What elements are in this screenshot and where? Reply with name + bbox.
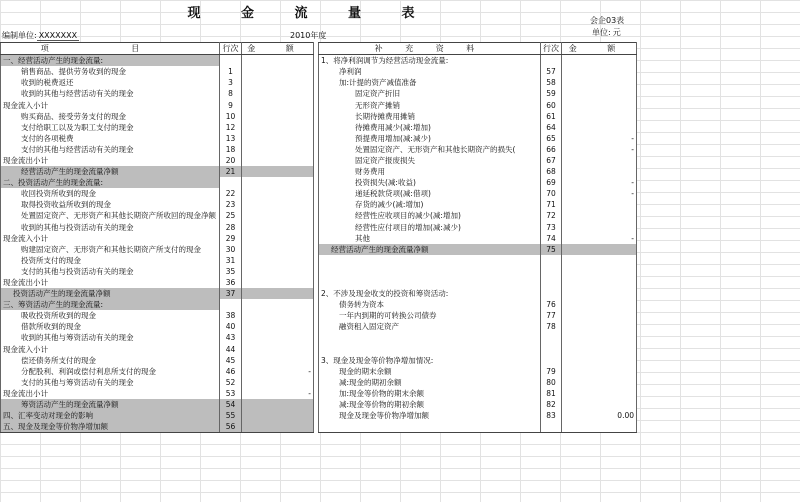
table-row bbox=[1, 299, 637, 310]
left-amount bbox=[242, 77, 314, 88]
right-line-no: 80 bbox=[541, 377, 562, 388]
header-supplementary: 补 充 资 料 bbox=[319, 43, 541, 55]
left-amount bbox=[242, 377, 314, 388]
right-line-no: 77 bbox=[541, 310, 562, 321]
right-amount bbox=[562, 266, 637, 277]
left-amount bbox=[242, 199, 314, 210]
right-item-text bbox=[319, 421, 541, 433]
table-row bbox=[1, 144, 637, 155]
currency-unit bbox=[590, 27, 621, 38]
table-row bbox=[1, 99, 637, 110]
table-header-row bbox=[1, 43, 637, 55]
left-item-text: 取得投资收益所收到的现金 bbox=[1, 199, 220, 210]
left-line-no: 31 bbox=[220, 255, 242, 266]
left-line-no: 20 bbox=[220, 155, 242, 166]
left-amount bbox=[242, 88, 314, 99]
right-amount bbox=[562, 122, 637, 133]
left-amount bbox=[242, 210, 314, 221]
right-amount bbox=[562, 288, 637, 299]
right-item-text bbox=[319, 344, 541, 355]
left-item-text: 收到的其他与筹资活动有关的现金 bbox=[1, 332, 220, 343]
right-item-text: 减:现金等价物的期初余额 bbox=[319, 399, 541, 410]
table-row bbox=[1, 388, 637, 399]
right-item-text: 现金的期末余额 bbox=[319, 366, 541, 377]
right-item-text: 处置固定资产、无形资产和其他长期资产的损失( bbox=[319, 144, 541, 155]
right-line-no: 83 bbox=[541, 410, 562, 421]
right-amount bbox=[562, 321, 637, 332]
table-row bbox=[1, 344, 637, 355]
left-amount bbox=[242, 99, 314, 110]
left-item-text: 支付的其他与经营活动有关的现金 bbox=[1, 144, 220, 155]
right-item-text bbox=[319, 332, 541, 343]
table-row bbox=[1, 199, 637, 210]
right-amount bbox=[562, 366, 637, 377]
right-item-text: 2、不涉及现金收支的投资和筹资活动: bbox=[319, 288, 541, 299]
header-line-2: 行次 bbox=[541, 43, 562, 55]
unit-value: 元 bbox=[612, 28, 621, 37]
left-line-no: 9 bbox=[220, 99, 242, 110]
right-line-no: 57 bbox=[541, 66, 562, 77]
left-item-text: 收回投资所收到的现金 bbox=[1, 188, 220, 199]
left-line-no: 1 bbox=[220, 66, 242, 77]
right-line-no: 65 bbox=[541, 133, 562, 144]
left-item-text: 筹资活动产生的现金流量净额 bbox=[1, 399, 220, 410]
table-row bbox=[1, 421, 637, 433]
org-label: 编制单位: bbox=[2, 31, 37, 40]
left-item-text: 支付的各项税费 bbox=[1, 133, 220, 144]
left-line-no: 18 bbox=[220, 144, 242, 155]
left-line-no: 29 bbox=[220, 233, 242, 244]
left-item-text: 支付给职工以及为职工支付的现金 bbox=[1, 122, 220, 133]
right-item-text: 现金及现金等价物净增加额 bbox=[319, 410, 541, 421]
left-amount: - bbox=[242, 366, 314, 377]
left-line-no bbox=[220, 55, 242, 67]
cash-flow-table bbox=[0, 42, 637, 433]
table-row bbox=[1, 77, 637, 88]
left-item-text: 处置固定资产、无形资产和其他长期资产所收回的现金净额 bbox=[1, 210, 220, 221]
left-amount: - bbox=[242, 388, 314, 399]
left-item-text: 现金流入小计 bbox=[1, 99, 220, 110]
left-item-text: 偿还债务所支付的现金 bbox=[1, 355, 220, 366]
right-line-no: 74 bbox=[541, 233, 562, 244]
right-item-text: 固定资产折旧 bbox=[319, 88, 541, 99]
left-line-no: 56 bbox=[220, 421, 242, 433]
left-line-no: 23 bbox=[220, 199, 242, 210]
right-amount: - bbox=[562, 233, 637, 244]
right-line-no: 78 bbox=[541, 321, 562, 332]
left-item-text: 支付的其他与筹资活动有关的现金 bbox=[1, 377, 220, 388]
right-amount bbox=[562, 355, 637, 366]
header-amount-2: 金 额 bbox=[562, 43, 637, 55]
left-line-no bbox=[220, 299, 242, 310]
left-amount bbox=[242, 222, 314, 233]
right-item-text: 一年内到期的可转换公司债券 bbox=[319, 310, 541, 321]
left-line-no: 38 bbox=[220, 310, 242, 321]
right-amount bbox=[562, 399, 637, 410]
header-amount: 金 额 bbox=[242, 43, 314, 55]
right-item-text bbox=[319, 277, 541, 288]
right-line-no: 69 bbox=[541, 177, 562, 188]
report-title: 现 金 流 量 表 bbox=[187, 6, 433, 21]
right-item-text: 经营性应付项目的增加(减:减少) bbox=[319, 222, 541, 233]
table-row bbox=[1, 377, 637, 388]
left-line-no: 53 bbox=[220, 388, 242, 399]
right-item-text: 存货的减少(减:增加) bbox=[319, 199, 541, 210]
left-amount bbox=[242, 332, 314, 343]
right-line-no bbox=[541, 288, 562, 299]
table-row bbox=[1, 366, 637, 377]
left-amount bbox=[242, 321, 314, 332]
left-item-text: 购买商品、接受劳务支付的现金 bbox=[1, 111, 220, 122]
left-item-text: 购建固定资产、无形资产和其他长期资产所支付的现金 bbox=[1, 244, 220, 255]
right-line-no: 67 bbox=[541, 155, 562, 166]
right-item-text: 投资损失(减:收益) bbox=[319, 177, 541, 188]
table-row bbox=[1, 222, 637, 233]
left-amount bbox=[242, 410, 314, 421]
left-amount bbox=[242, 55, 314, 67]
right-amount bbox=[562, 255, 637, 266]
table-row bbox=[1, 288, 637, 299]
right-amount: - bbox=[562, 144, 637, 155]
left-line-no: 25 bbox=[220, 210, 242, 221]
left-amount bbox=[242, 310, 314, 321]
table-row bbox=[1, 210, 637, 221]
right-item-text: 融资租入固定资产 bbox=[319, 321, 541, 332]
left-amount bbox=[242, 355, 314, 366]
right-item-text: 经营活动产生的现金流量净额 bbox=[319, 244, 541, 255]
header-line: 行次 bbox=[220, 43, 242, 55]
left-line-no: 46 bbox=[220, 366, 242, 377]
right-line-no: 58 bbox=[541, 77, 562, 88]
right-line-no: 81 bbox=[541, 388, 562, 399]
left-item-text: 现金流出小计 bbox=[1, 155, 220, 166]
right-item-text: 净利润 bbox=[319, 66, 541, 77]
left-amount bbox=[242, 177, 314, 188]
right-line-no: 79 bbox=[541, 366, 562, 377]
right-line-no: 73 bbox=[541, 222, 562, 233]
right-amount bbox=[562, 332, 637, 343]
left-amount bbox=[242, 111, 314, 122]
right-line-no bbox=[541, 55, 562, 67]
right-item-text: 加:现金等价物的期末余额 bbox=[319, 388, 541, 399]
right-amount bbox=[562, 166, 637, 177]
table-row bbox=[1, 88, 637, 99]
right-item-text: 1、将净利润调节为经营活动现金流量: bbox=[319, 55, 541, 67]
right-amount: - bbox=[562, 177, 637, 188]
right-item-text: 待摊费用减少(减:增加) bbox=[319, 122, 541, 133]
right-item-text: 加:计提的资产减值准备 bbox=[319, 77, 541, 88]
right-item-text: 递延税款贷项(减:借项) bbox=[319, 188, 541, 199]
right-line-no: 64 bbox=[541, 122, 562, 133]
right-line-no: 61 bbox=[541, 111, 562, 122]
header-item: 项 目 bbox=[1, 43, 220, 55]
left-amount bbox=[242, 122, 314, 133]
left-item-text: 借款所收到的现金 bbox=[1, 321, 220, 332]
right-line-no: 68 bbox=[541, 166, 562, 177]
left-amount bbox=[242, 144, 314, 155]
right-amount bbox=[562, 421, 637, 433]
left-line-no: 55 bbox=[220, 410, 242, 421]
right-item-text: 固定资产报废损失 bbox=[319, 155, 541, 166]
left-line-no: 52 bbox=[220, 377, 242, 388]
left-line-no: 45 bbox=[220, 355, 242, 366]
right-line-no: 70 bbox=[541, 188, 562, 199]
left-item-text: 支付的其他与投资活动有关的现金 bbox=[1, 266, 220, 277]
left-line-no: 30 bbox=[220, 244, 242, 255]
left-item-text: 吸收投资所收到的现金 bbox=[1, 310, 220, 321]
table-row bbox=[1, 399, 637, 410]
right-line-no: 59 bbox=[541, 88, 562, 99]
table-row bbox=[1, 410, 637, 421]
right-item-text: 财务费用 bbox=[319, 166, 541, 177]
left-amount bbox=[242, 133, 314, 144]
left-item-text: 收到的其他与经营活动有关的现金 bbox=[1, 88, 220, 99]
right-amount bbox=[562, 55, 637, 67]
left-amount bbox=[242, 244, 314, 255]
right-item-text: 无形资产摊销 bbox=[319, 99, 541, 110]
left-item-text: 现金流出小计 bbox=[1, 388, 220, 399]
left-line-no: 44 bbox=[220, 344, 242, 355]
table-row bbox=[1, 233, 637, 244]
table-row bbox=[1, 111, 637, 122]
left-line-no: 21 bbox=[220, 166, 242, 177]
left-line-no: 40 bbox=[220, 321, 242, 332]
left-item-text: 收到的其他与投资活动有关的现金 bbox=[1, 222, 220, 233]
right-amount bbox=[562, 244, 637, 255]
left-line-no: 13 bbox=[220, 133, 242, 144]
right-amount bbox=[562, 77, 637, 88]
left-amount bbox=[242, 266, 314, 277]
right-amount bbox=[562, 111, 637, 122]
right-line-no bbox=[541, 255, 562, 266]
left-amount bbox=[242, 188, 314, 199]
table-row bbox=[1, 188, 637, 199]
right-item-text bbox=[319, 266, 541, 277]
left-item-text: 销售商品、提供劳务收到的现金 bbox=[1, 66, 220, 77]
right-amount: - bbox=[562, 133, 637, 144]
left-item-text: 分配股利、利润或偿付利息所支付的现金 bbox=[1, 366, 220, 377]
left-amount bbox=[242, 399, 314, 410]
table-row bbox=[1, 277, 637, 288]
right-amount bbox=[562, 222, 637, 233]
right-amount bbox=[562, 99, 637, 110]
right-line-no: 76 bbox=[541, 299, 562, 310]
right-item-text bbox=[319, 255, 541, 266]
right-item-text: 3、现金及现金等价物净增加情况: bbox=[319, 355, 541, 366]
table-row bbox=[1, 355, 637, 366]
right-amount bbox=[562, 310, 637, 321]
right-line-no bbox=[541, 266, 562, 277]
left-item-text: 现金流入小计 bbox=[1, 233, 220, 244]
reporting-entity bbox=[2, 30, 79, 41]
left-amount bbox=[242, 299, 314, 310]
right-amount: - bbox=[562, 188, 637, 199]
right-amount bbox=[562, 155, 637, 166]
form-code: 会企03表 bbox=[590, 16, 625, 25]
right-amount bbox=[562, 88, 637, 99]
left-amount bbox=[242, 277, 314, 288]
right-amount: 0.00 bbox=[562, 410, 637, 421]
left-item-text: 二、投资活动产生的现金流量: bbox=[1, 177, 220, 188]
right-line-no: 71 bbox=[541, 199, 562, 210]
left-line-no: 10 bbox=[220, 111, 242, 122]
left-line-no: 8 bbox=[220, 88, 242, 99]
right-line-no bbox=[541, 332, 562, 343]
left-amount bbox=[242, 166, 314, 177]
table-row bbox=[1, 244, 637, 255]
right-line-no bbox=[541, 355, 562, 366]
left-item-text: 经营活动产生的现金流量净额 bbox=[1, 166, 220, 177]
left-line-no: 22 bbox=[220, 188, 242, 199]
right-item-text: 其他 bbox=[319, 233, 541, 244]
right-line-no bbox=[541, 277, 562, 288]
left-item-text: 投资所支付的现金 bbox=[1, 255, 220, 266]
table-row bbox=[1, 177, 637, 188]
left-line-no: 35 bbox=[220, 266, 242, 277]
left-line-no: 28 bbox=[220, 222, 242, 233]
left-item-text: 现金流出小计 bbox=[1, 277, 220, 288]
left-amount bbox=[242, 288, 314, 299]
left-item-text: 四、汇率变动对现金的影响 bbox=[1, 410, 220, 421]
left-amount bbox=[242, 421, 314, 433]
right-line-no: 82 bbox=[541, 399, 562, 410]
left-item-text: 收到的税费返还 bbox=[1, 77, 220, 88]
left-line-no: 43 bbox=[220, 332, 242, 343]
left-item-text: 现金流入小计 bbox=[1, 344, 220, 355]
right-line-no: 66 bbox=[541, 144, 562, 155]
right-amount bbox=[562, 66, 637, 77]
left-amount bbox=[242, 155, 314, 166]
table-row bbox=[1, 310, 637, 321]
right-item-text: 长期待摊费用摊销 bbox=[319, 111, 541, 122]
left-line-no: 37 bbox=[220, 288, 242, 299]
right-item-text: 经营性应收项目的减少(减:增加) bbox=[319, 210, 541, 221]
right-amount bbox=[562, 277, 637, 288]
right-item-text: 预提费用增加(减:减少) bbox=[319, 133, 541, 144]
left-line-no bbox=[220, 177, 242, 188]
right-line-no bbox=[541, 421, 562, 433]
table-row bbox=[1, 321, 637, 332]
table-row bbox=[1, 55, 637, 67]
left-line-no: 3 bbox=[220, 77, 242, 88]
left-amount bbox=[242, 255, 314, 266]
right-line-no: 75 bbox=[541, 244, 562, 255]
right-amount bbox=[562, 377, 637, 388]
table-row bbox=[1, 133, 637, 144]
table-row bbox=[1, 332, 637, 343]
report-year: 2010年度 bbox=[290, 31, 327, 40]
right-line-no: 72 bbox=[541, 210, 562, 221]
left-item-text: 三、筹资活动产生的现金流量: bbox=[1, 299, 220, 310]
table-row bbox=[1, 155, 637, 166]
left-item-text: 五、现金及现金等价物净增加额 bbox=[1, 421, 220, 433]
right-amount bbox=[562, 299, 637, 310]
left-line-no: 36 bbox=[220, 277, 242, 288]
left-line-no: 12 bbox=[220, 122, 242, 133]
table-row bbox=[1, 266, 637, 277]
right-item-text: 债务转为资本 bbox=[319, 299, 541, 310]
left-line-no: 54 bbox=[220, 399, 242, 410]
right-amount bbox=[562, 210, 637, 221]
right-amount bbox=[562, 199, 637, 210]
right-amount bbox=[562, 344, 637, 355]
table-row bbox=[1, 66, 637, 77]
left-item-text: 投资活动产生的现金流量净额 bbox=[1, 288, 220, 299]
org-value: XXXXXXX bbox=[38, 31, 78, 40]
right-line-no bbox=[541, 344, 562, 355]
left-amount bbox=[242, 344, 314, 355]
left-item-text: 一、经营活动产生的现金流量: bbox=[1, 55, 220, 67]
right-line-no: 60 bbox=[541, 99, 562, 110]
right-item-text: 减:现金的期初余额 bbox=[319, 377, 541, 388]
table-row bbox=[1, 166, 637, 177]
unit-label: 单位: bbox=[592, 28, 611, 37]
right-amount bbox=[562, 388, 637, 399]
table-row bbox=[1, 122, 637, 133]
table-row bbox=[1, 255, 637, 266]
left-amount bbox=[242, 66, 314, 77]
left-amount bbox=[242, 233, 314, 244]
